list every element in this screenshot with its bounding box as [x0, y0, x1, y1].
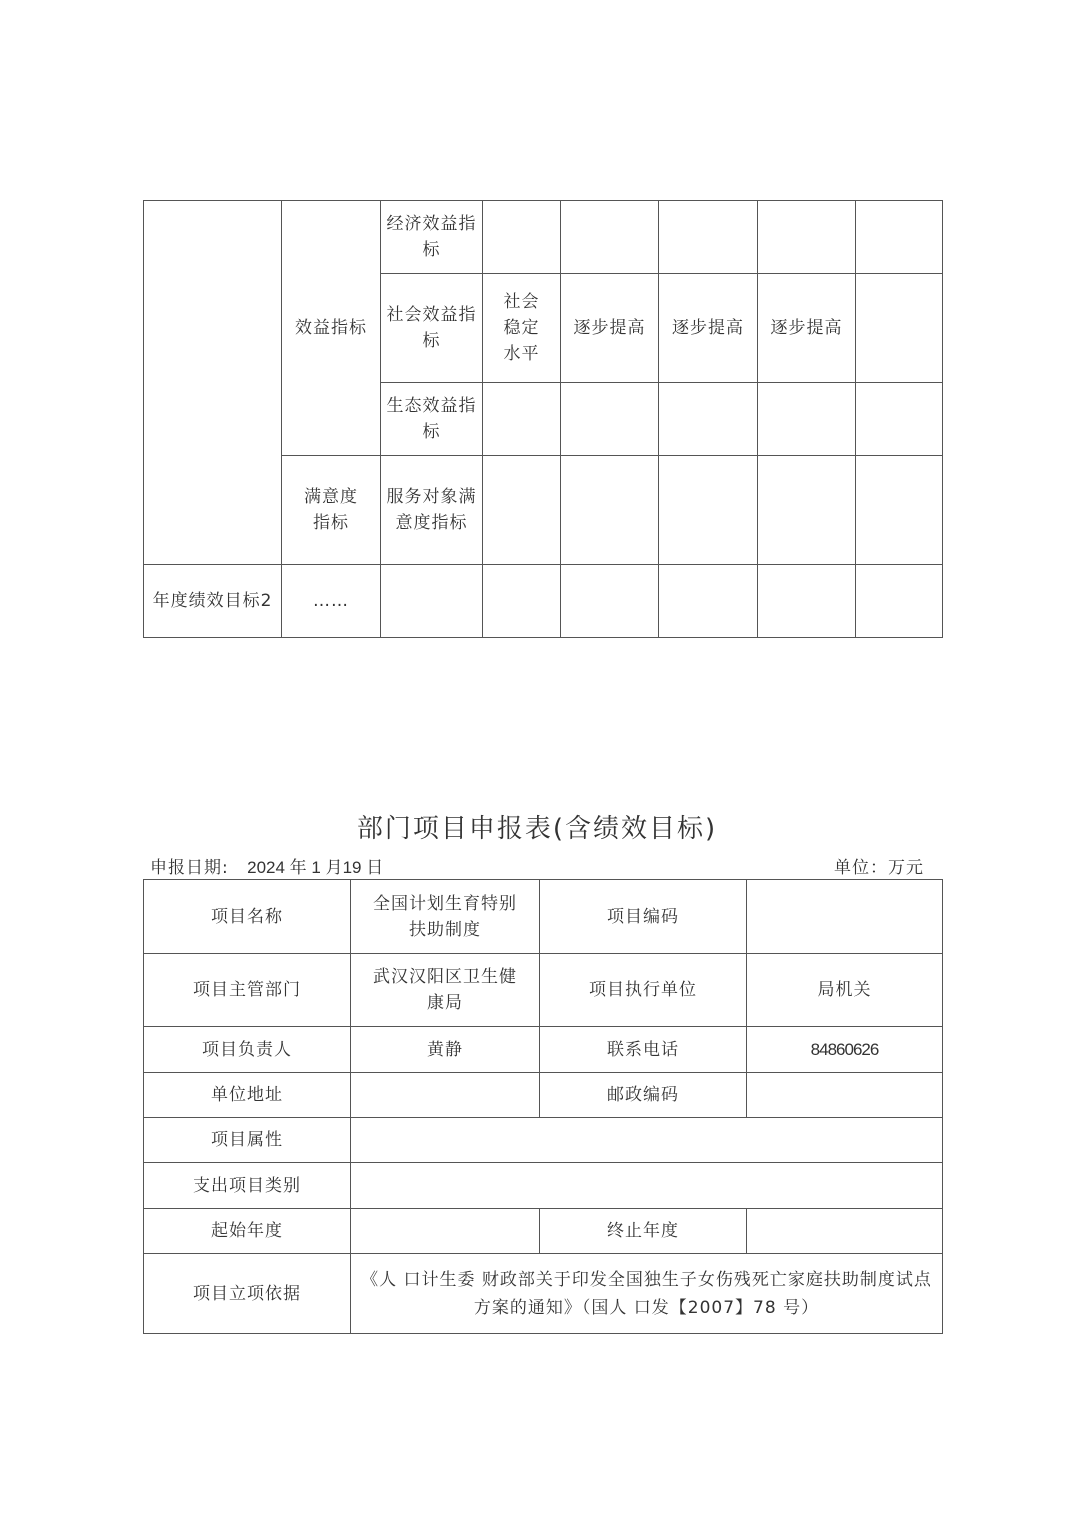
unit-label: 单位：万元 — [834, 858, 924, 878]
benefit-indicator-group: 效益指标 — [282, 201, 381, 456]
end-year-label: 终止年度 — [540, 1209, 747, 1254]
start-year-label: 起始年度 — [144, 1209, 351, 1254]
postcode-label: 邮政编码 — [540, 1073, 747, 1118]
target-value: 逐步提高 — [561, 274, 659, 383]
project-name-label: 项目名称 — [144, 880, 351, 954]
attribute-label: 项目属性 — [144, 1118, 351, 1163]
manager-label: 项目负责人 — [144, 1027, 351, 1073]
target-value: 逐步提高 — [659, 274, 758, 383]
date-label: 申报日期: — [150, 858, 229, 878]
dept-label: 项目主管部门 — [144, 954, 351, 1027]
social-benefit-indicator: 社会效益指标 — [381, 274, 483, 383]
service-satisfaction-metric: 服务对象满意度指标 — [381, 456, 483, 565]
date-line — [150, 853, 383, 878]
economic-benefit-indicator: 经济效益指标 — [381, 201, 483, 274]
project-application-table — [143, 879, 943, 1334]
dept-value: 武汉汉阳区卫生健康局 — [351, 954, 540, 1027]
project-code-value — [747, 880, 943, 954]
satisfaction-indicator-group: 满意度指标 — [282, 456, 381, 565]
ecological-benefit-indicator: 生态效益指标 — [381, 383, 483, 456]
basis-value: 《人 口计生委 财政部关于印发全国独生子女伤残死亡家庭扶助制度试点方案的通知》（国人 口发【2007】78 号） — [351, 1254, 943, 1334]
target-value: 逐步提高 — [758, 274, 856, 383]
performance-indicator-table — [143, 200, 943, 638]
phone-label: 联系电话 — [540, 1027, 747, 1073]
blank-merged-cell — [144, 201, 282, 565]
manager-value: 黄静 — [351, 1027, 540, 1073]
project-name-value: 全国计划生育特别扶助制度 — [351, 880, 540, 954]
exec-unit-label: 项目执行单位 — [540, 954, 747, 1027]
date-value: 2024 年 1 月19 日 — [247, 858, 384, 877]
address-label: 单位地址 — [144, 1073, 351, 1118]
form-title: 部门项目申报表(含绩效目标) — [356, 814, 718, 844]
exec-unit-value: 局机关 — [747, 954, 943, 1027]
category-label: 支出项目类别 — [144, 1163, 351, 1209]
phone-value: 84860626 — [747, 1027, 943, 1073]
basis-label: 项目立项依据 — [144, 1254, 351, 1334]
annual-goal-2: 年度绩效目标2 — [144, 565, 282, 638]
ellipsis: …… — [282, 565, 381, 638]
social-stability-metric: 社会稳定水平 — [483, 274, 561, 383]
project-code-label: 项目编码 — [540, 880, 747, 954]
